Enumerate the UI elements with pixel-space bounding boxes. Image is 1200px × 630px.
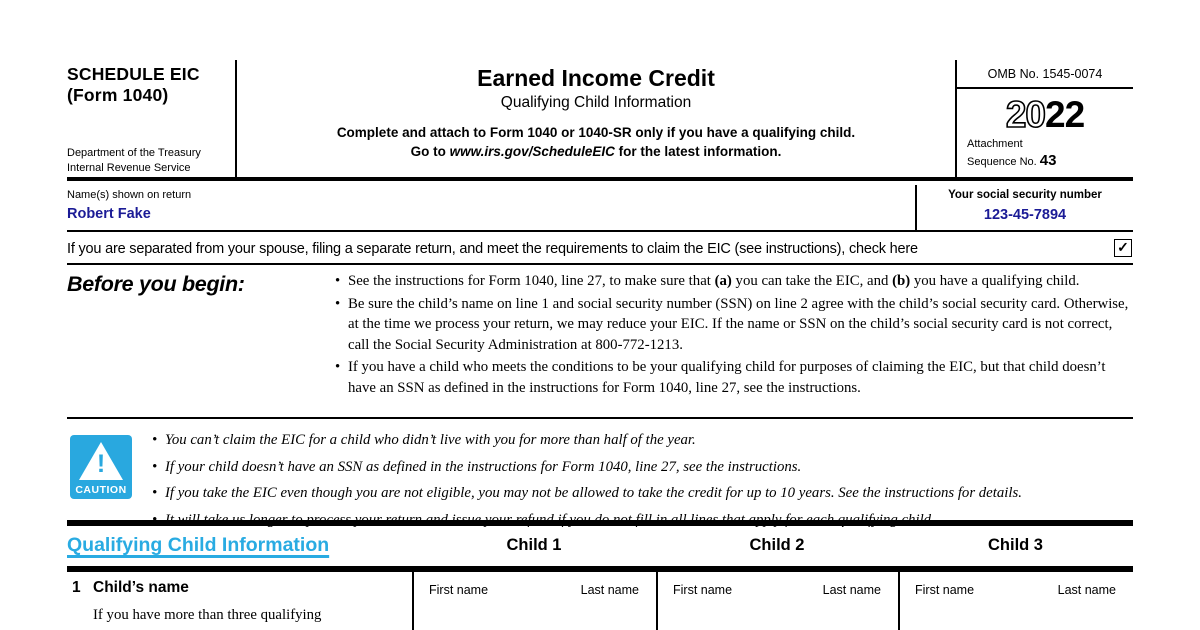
taxpayer-row bbox=[67, 185, 1133, 232]
form-title: Earned Income Credit bbox=[477, 65, 715, 91]
begin-bullet-2 bbox=[335, 294, 1133, 356]
before-you-begin-section bbox=[67, 267, 1133, 419]
caution-section bbox=[67, 421, 1133, 520]
begin-bullet-1 bbox=[335, 271, 1133, 292]
goto-prefix: Go to bbox=[410, 144, 450, 159]
goto-suffix: for the latest information. bbox=[614, 144, 782, 159]
qualifying-child-header-row bbox=[67, 526, 1133, 566]
ssn-field[interactable]: 123-45-7894 bbox=[983, 207, 1067, 223]
form-id-block bbox=[67, 60, 235, 177]
first-name-label: First name bbox=[429, 583, 489, 597]
last-name-label: Last name bbox=[1057, 583, 1116, 597]
tax-year bbox=[957, 96, 1133, 133]
qualifying-child-section-link[interactable]: Qualifying Child Information bbox=[67, 534, 330, 556]
column-header-child-1: Child 1 bbox=[506, 536, 562, 554]
attachment-line2 bbox=[967, 151, 1133, 171]
begin-bullet-1-b: (b) bbox=[892, 273, 911, 289]
child-2-name-cell[interactable] bbox=[656, 583, 898, 597]
bullet-icon: • bbox=[152, 432, 158, 448]
schedule-name-line1: SCHEDULE EIC bbox=[67, 64, 200, 84]
child-3-name-cell[interactable] bbox=[898, 583, 1133, 597]
caution-bullet-3 bbox=[152, 481, 1137, 506]
bullet-icon: • bbox=[152, 485, 158, 502]
bullet-icon: • bbox=[335, 295, 341, 312]
separated-text: If you are separated from your spouse, filing a separate return, and meet the requirements to claim the EIC (see instructions), check here bbox=[67, 241, 918, 257]
before-you-begin-label: Before you begin: bbox=[67, 272, 245, 296]
column-header-child-2: Child 2 bbox=[749, 536, 805, 554]
column-divider-1 bbox=[412, 572, 414, 630]
begin-bullet-3 bbox=[335, 357, 1133, 398]
form-title-block bbox=[237, 60, 955, 177]
begin-bullet-1-p3: you have a qualifying child. bbox=[910, 273, 1080, 289]
begin-bullet-2-text: Be sure the child’s name on line 1 and social security number (SSN) on line 2 agree with the child’s social security card. Otherwise, at the time we process your return, we may reduce your EIC. If the name or SSN on the child’s social security card is not correct, call the Social Security Administration at 800-772-1213. bbox=[348, 295, 1129, 353]
attach-instruction: Complete and attach to Form 1040 or 1040-SR only if you have a qualifying child. bbox=[336, 125, 856, 140]
begin-bullet-1-p1: See the instructions for Form 1040, line 27, to make sure that bbox=[348, 273, 715, 289]
attachment-sequence bbox=[957, 137, 1133, 171]
sequence-label: Sequence No. bbox=[967, 156, 1040, 169]
attachment-line1: Attachment bbox=[967, 138, 1023, 150]
child-name-label: Child’s name bbox=[93, 579, 189, 596]
separated-row bbox=[67, 234, 1133, 265]
caution-bullets bbox=[152, 428, 1137, 532]
caution-bullet-1-text: You can’t claim the EIC for a child who didn’t live with you for more than half of the year. bbox=[165, 432, 696, 448]
column-divider-2 bbox=[656, 572, 658, 630]
agency-line2: Internal Revenue Service bbox=[67, 161, 191, 174]
bullet-icon: • bbox=[335, 273, 341, 289]
child-name-note: If you have more than three qualifying bbox=[93, 607, 322, 623]
tax-year-digits: 22 bbox=[1045, 94, 1085, 135]
name-label: Name(s) shown on return bbox=[67, 189, 192, 201]
bullet-icon: • bbox=[152, 458, 158, 475]
begin-bullet-1-p2: you can take the EIC, and bbox=[731, 273, 893, 289]
begin-bullet-1-text bbox=[348, 271, 1080, 292]
first-name-label: First name bbox=[915, 583, 975, 597]
schedule-name-line2: (Form 1040) bbox=[67, 85, 169, 105]
table-row-child-name bbox=[67, 572, 1133, 630]
bullet-icon: • bbox=[335, 359, 341, 375]
caution-icon bbox=[70, 435, 132, 499]
name-field[interactable]: Robert Fake bbox=[67, 206, 151, 222]
before-you-begin-bullets bbox=[335, 271, 1133, 398]
ssn-box bbox=[917, 185, 1133, 230]
caution-bullet-2-text: If your child doesn’t have an SSN as defined in the instructions for Form 1040, line 27, see the instructions. bbox=[165, 458, 802, 475]
caution-bullet-2 bbox=[152, 455, 1137, 480]
line-number: 1 bbox=[72, 579, 81, 596]
goto-instruction bbox=[237, 144, 955, 159]
ssn-label: Your social security number bbox=[948, 189, 1102, 201]
form-header bbox=[67, 60, 1133, 181]
last-name-label: Last name bbox=[822, 583, 881, 597]
separated-checkbox[interactable] bbox=[1114, 239, 1132, 257]
irs-url-link[interactable]: www.irs.gov/ScheduleEIC bbox=[449, 144, 615, 159]
sequence-number: 43 bbox=[1039, 152, 1057, 170]
column-header-child-3: Child 3 bbox=[987, 536, 1043, 554]
caution-icon-label: CAUTION bbox=[75, 484, 127, 496]
agency-name bbox=[67, 146, 201, 175]
form-subtitle: Qualifying Child Information bbox=[500, 94, 692, 111]
agency-line1: Department of the Treasury bbox=[67, 147, 201, 160]
tax-year-century: 20 bbox=[1005, 94, 1045, 135]
begin-bullet-3-text: If you have a child who meets the conditions to be your qualifying child for purposes of claiming the EIC, but that child doesn’t have an SSN as defined in the instructions for Form 1040, line 27, see the instructions. bbox=[348, 359, 1106, 396]
column-divider-3 bbox=[898, 572, 900, 630]
begin-bullet-1-a: (a) bbox=[714, 273, 732, 289]
caution-bullet-1 bbox=[152, 428, 1137, 453]
omb-year-block bbox=[957, 60, 1133, 177]
first-name-label: First name bbox=[673, 583, 733, 597]
omb-number: OMB No. 1545-0074 bbox=[957, 60, 1133, 89]
exclamation-icon: ! bbox=[96, 450, 106, 478]
caution-bullet-3-text: If you take the EIC even though you are not eligible, you may not be allowed to take the credit for up to 10 years. See the instructions for details. bbox=[165, 485, 1022, 502]
schedule-name bbox=[67, 60, 235, 106]
last-name-label: Last name bbox=[580, 583, 639, 597]
checkmark-icon: ✓ bbox=[1117, 239, 1129, 255]
child-1-name-cell[interactable] bbox=[412, 583, 656, 597]
